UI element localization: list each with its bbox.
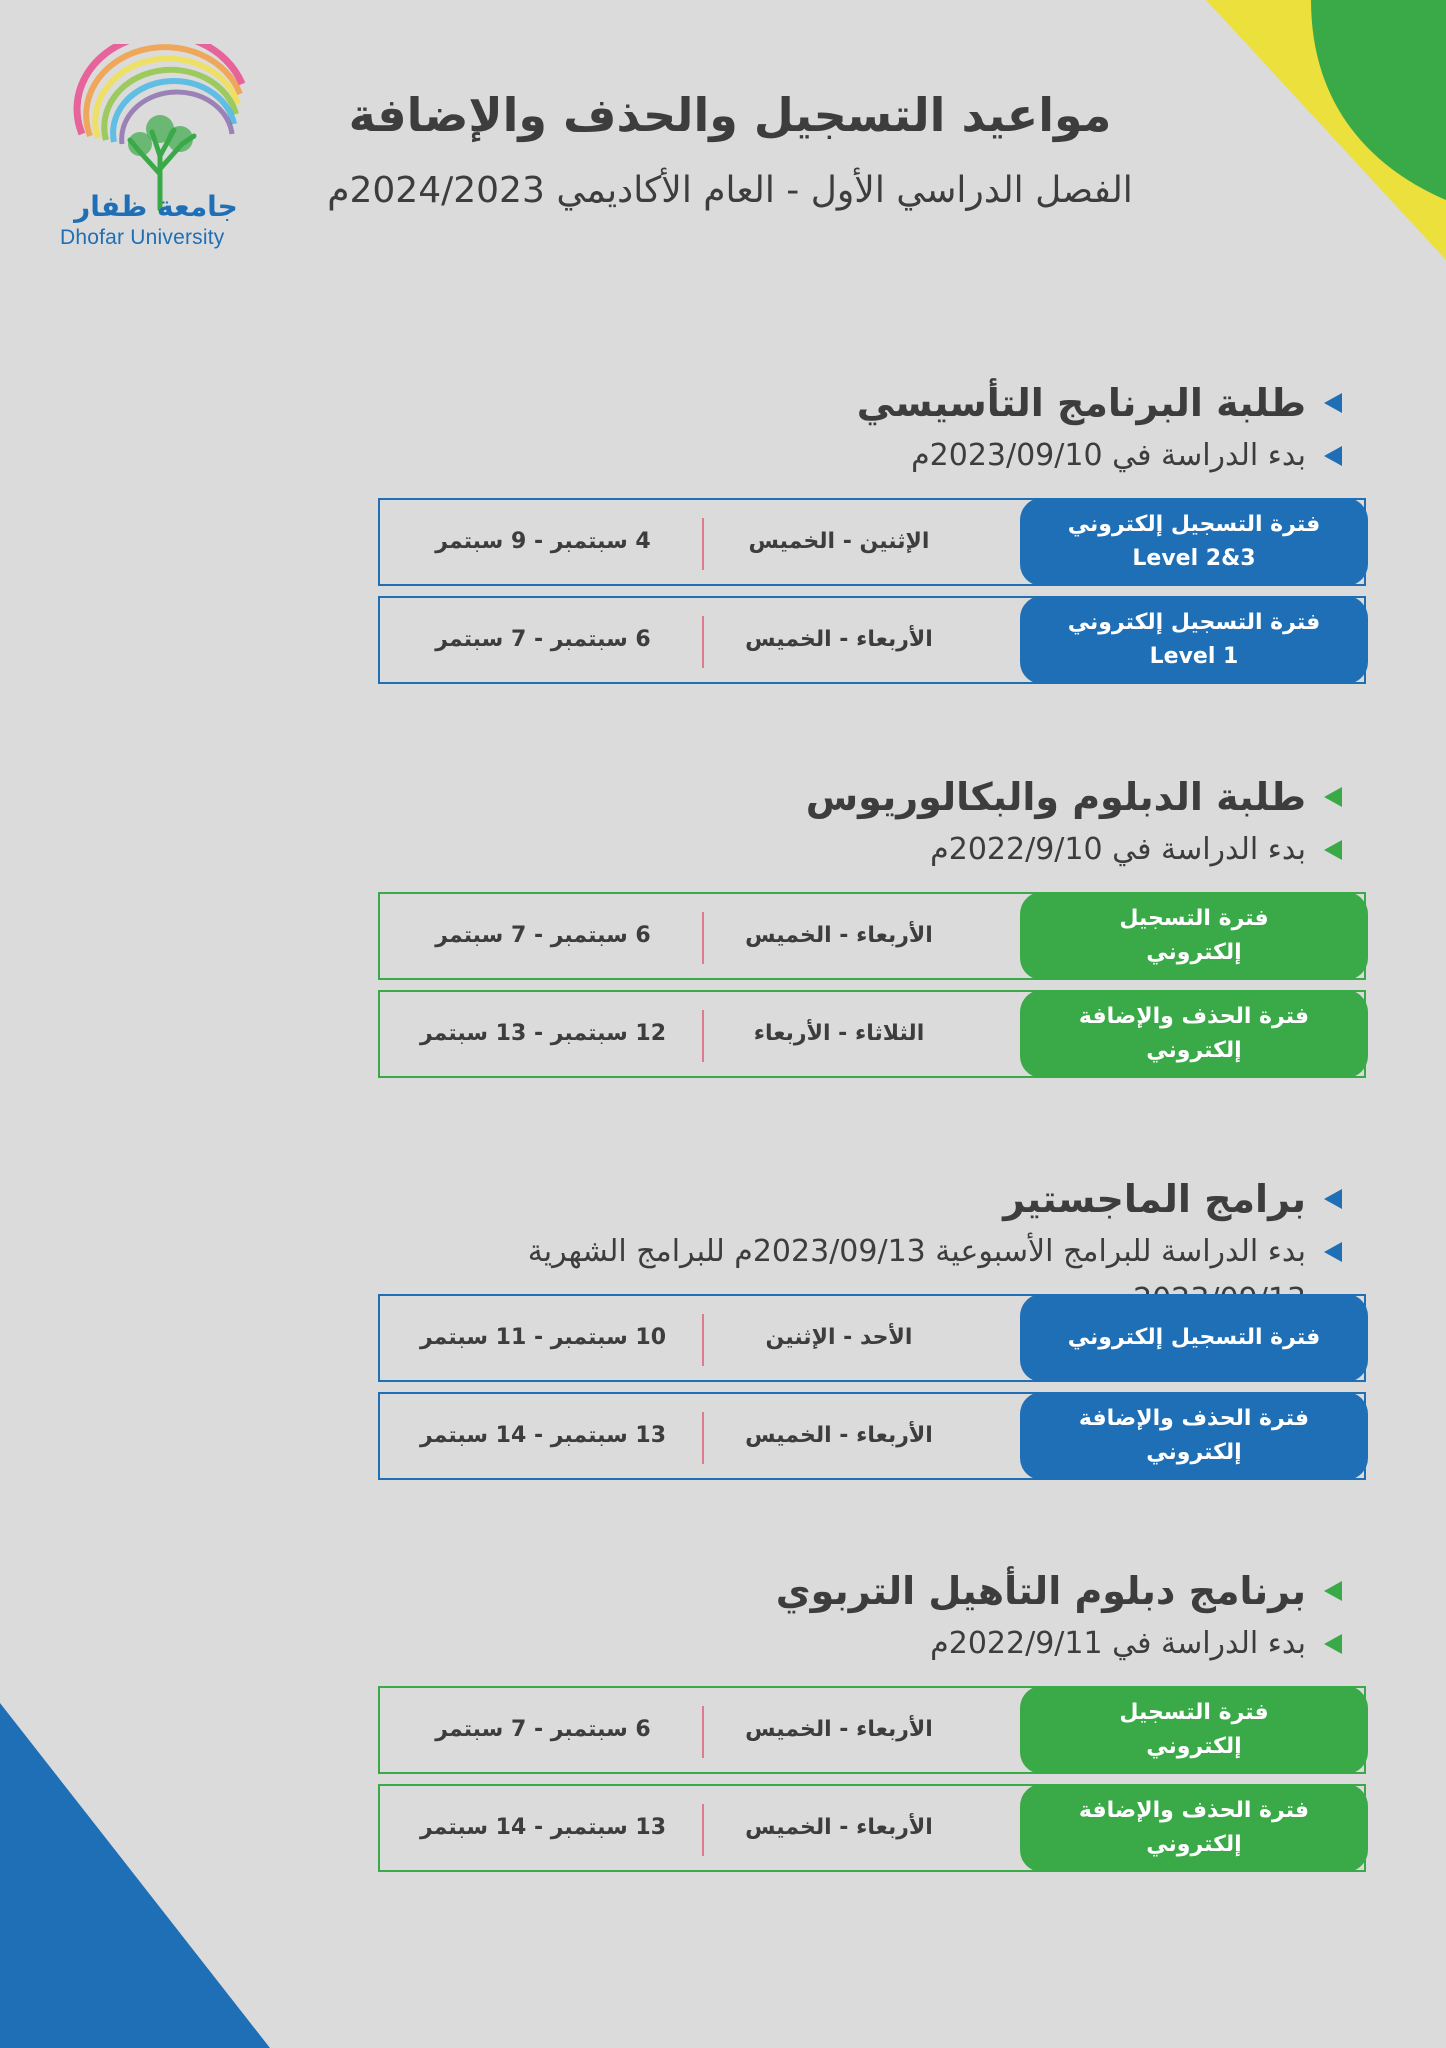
- period-dates: 6 سبتمبر - 7 سبتمر: [435, 923, 651, 948]
- period-label: فترة الحذف والإضافة إلكتروني: [1020, 990, 1368, 1078]
- schedule-row: [378, 1294, 1366, 1382]
- bullet-triangle-icon: [1324, 446, 1342, 466]
- period-days: الأربعاء - الخميس: [745, 1423, 933, 1448]
- section-start-date: بدء الدراسة للبرامج الأسبوعية 2023/09/13م للبرامج الشهرية: [527, 1234, 1306, 1269]
- page-subtitle: الفصل الدراسي الأول - العام الأكاديمي 2024/2023م: [327, 170, 1133, 211]
- row-divider: [702, 616, 704, 668]
- section-start-date: بدء الدراسة في 2022/9/10م: [930, 832, 1306, 867]
- svg-text:جامعة ظفار: جامعة ظفار: [74, 190, 238, 223]
- period-label: فترة التسجيل إلكتروني: [1020, 1686, 1368, 1774]
- schedule-row: [378, 498, 1366, 586]
- schedule-row: [378, 892, 1366, 980]
- period-dates: 10 سبتمبر - 11 سبتمر: [419, 1325, 667, 1350]
- row-divider: [702, 1010, 704, 1062]
- section-title: برنامج دبلوم التأهيل التربوي: [775, 1569, 1306, 1613]
- university-name-en: Dhofar University: [60, 226, 225, 249]
- section-title: طلبة الدبلوم والبكالوريوس: [805, 775, 1306, 819]
- period-days: الإثنين - الخميس: [748, 529, 930, 554]
- section-start-date: بدء الدراسة في 2023/09/10م: [911, 438, 1306, 473]
- period-dates: 6 سبتمبر - 7 سبتمر: [435, 1717, 651, 1742]
- period-label: فترة التسجيل إلكتروني: [1020, 892, 1368, 980]
- bullet-triangle-icon: [1324, 393, 1342, 413]
- schedule-row: [378, 596, 1366, 684]
- period-label: فترة التسجيل إلكتروني Level 2&3: [1020, 498, 1368, 586]
- bullet-triangle-icon: [1324, 787, 1342, 807]
- period-days: الأربعاء - الخميس: [745, 1815, 933, 1840]
- period-days: الأحد - الإثنين: [765, 1325, 913, 1350]
- bullet-triangle-icon: [1324, 1242, 1342, 1262]
- row-divider: [702, 1804, 704, 1856]
- row-divider: [702, 1412, 704, 1464]
- schedule-row: [378, 1686, 1366, 1774]
- bullet-triangle-icon: [1324, 1634, 1342, 1654]
- row-divider: [702, 1314, 704, 1366]
- bottom-left-corner-decoration: [0, 1703, 270, 2048]
- section-title: طلبة البرنامج التأسيسي: [856, 381, 1306, 425]
- page-title: مواعيد التسجيل والحذف والإضافة: [348, 88, 1112, 142]
- section-diploma-bachelor: [370, 770, 1370, 1088]
- period-label: فترة الحذف والإضافة إلكتروني: [1020, 1784, 1368, 1872]
- schedule-row: [378, 990, 1366, 1078]
- section-start-date: بدء الدراسة في 2022/9/11م: [930, 1626, 1306, 1661]
- period-days: الأربعاء - الخميس: [745, 1717, 933, 1742]
- period-days: الثلاثاء - الأربعاء: [753, 1021, 925, 1046]
- period-dates: 4 سبتمبر - 9 سبتمر: [435, 529, 651, 554]
- period-days: الأربعاء - الخميس: [745, 923, 933, 948]
- period-label: فترة الحذف والإضافة إلكتروني: [1020, 1392, 1368, 1480]
- row-divider: [702, 912, 704, 964]
- bullet-triangle-icon: [1324, 840, 1342, 860]
- period-dates: 13 سبتمبر - 14 سبتمر: [419, 1423, 667, 1448]
- section-foundation: [370, 376, 1370, 694]
- period-dates: 6 سبتمبر - 7 سبتمر: [435, 627, 651, 652]
- period-dates: 12 سبتمبر - 13 سبتمر: [419, 1021, 667, 1046]
- row-divider: [702, 1706, 704, 1758]
- university-logo: [52, 44, 262, 254]
- row-divider: [702, 518, 704, 570]
- schedule-row: [378, 1784, 1366, 1872]
- section-education-diploma: [370, 1564, 1370, 1882]
- period-label: فترة التسجيل إلكتروني Level 1: [1020, 596, 1368, 684]
- period-days: الأربعاء - الخميس: [745, 627, 933, 652]
- period-dates: 13 سبتمبر - 14 سبتمر: [419, 1815, 667, 1840]
- schedule-row: [378, 1392, 1366, 1480]
- section-masters: [370, 1172, 1370, 1490]
- tree-rainbow-logo-icon: [52, 44, 262, 244]
- section-title: برامج الماجستير: [1003, 1177, 1306, 1221]
- period-label: فترة التسجيل إلكتروني: [1020, 1294, 1368, 1382]
- bullet-triangle-icon: [1324, 1581, 1342, 1601]
- bullet-triangle-icon: [1324, 1189, 1342, 1209]
